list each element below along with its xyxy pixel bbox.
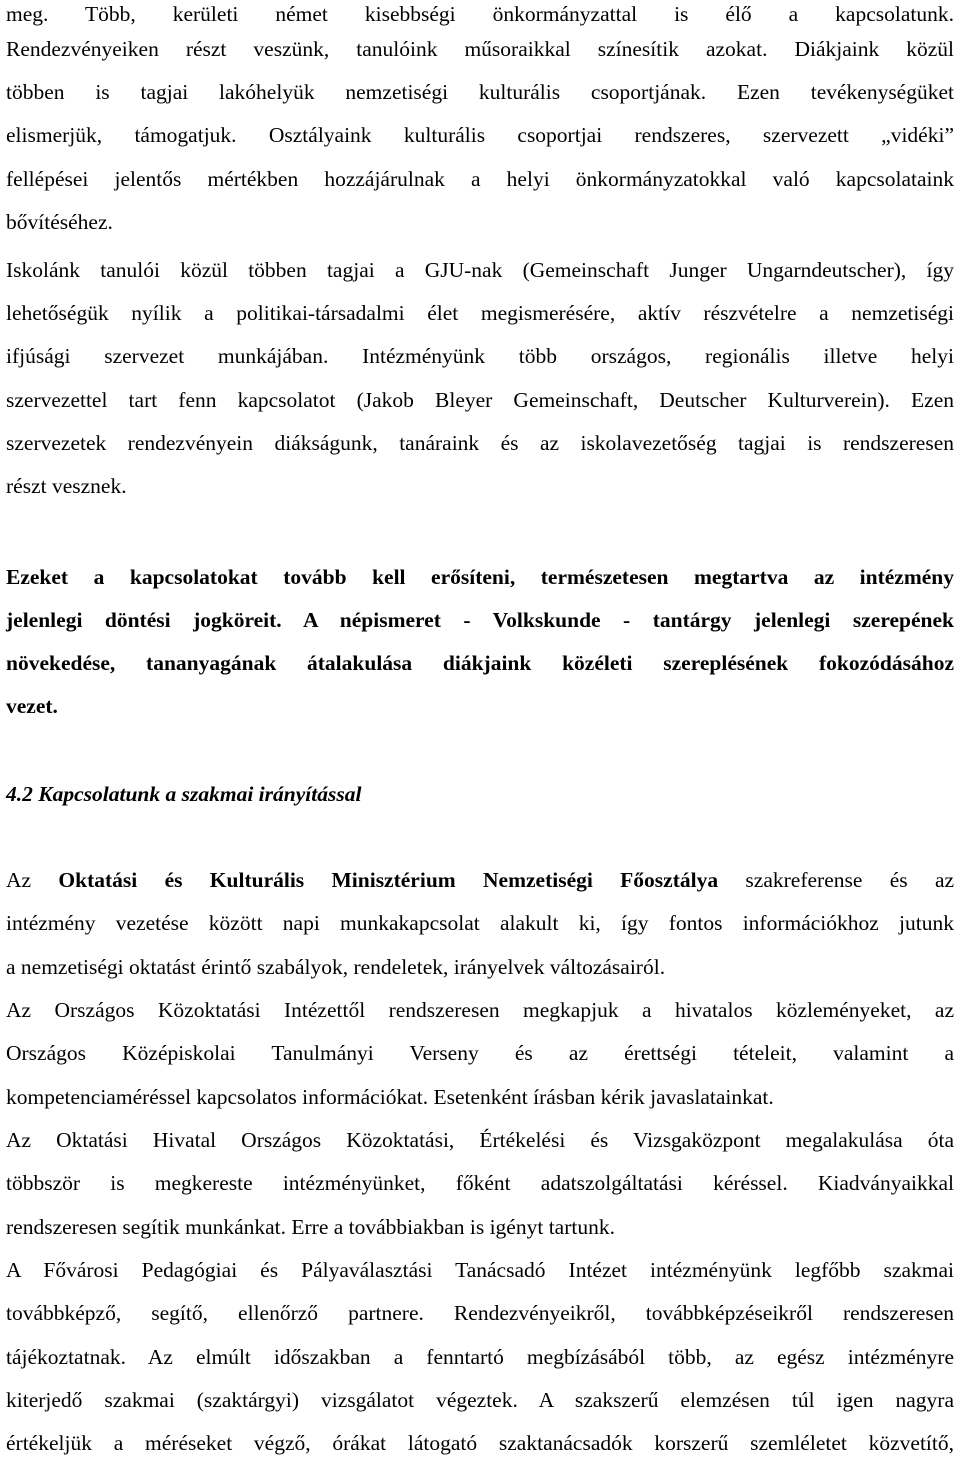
text-line: továbbképző, segítő, ellenőrző partnere. Rendezvényeikről, továbbképzéseikről rendszeresen bbox=[6, 1301, 954, 1325]
text-line: a nemzetiségi oktatást érintő szabályok, rendeletek, irányelvek változásairól. bbox=[6, 955, 666, 979]
text-line: elismerjük, támogatjuk. Osztályaink kulturális csoportjai rendszeres, szervezett „vidéki” bbox=[6, 123, 954, 147]
bold-text-line: vezet. bbox=[6, 694, 58, 718]
text-line: bővítéséhez. bbox=[6, 210, 113, 234]
text-line: szervezetek rendezvényein diákságunk, tanáraink és az iskolavezetőség tagjai is rendszeresen bbox=[6, 431, 954, 455]
text-line bbox=[6, 866, 954, 894]
text-line: kompetenciaméréssel kapcsolatos információkat. Esetenként írásban kérik javaslatainkat. bbox=[6, 1085, 774, 1109]
text-line: többször is megkereste intézményünket, főként adatszolgáltatási kéréssel. Kiadványaikkal bbox=[6, 1171, 954, 1195]
text-line: tájékoztatnak. Az elmúlt időszakban a fenntartó megbízásából több, az egész intézményre bbox=[6, 1345, 954, 1369]
text-line: értékeljük a méréseket végző, órákat látogató szaktanácsadók korszerű szemléletet közvetítő, bbox=[6, 1431, 954, 1455]
text-line: ifjúsági szervezet munkájában. Intézményünk több országos, regionális illetve helyi bbox=[6, 344, 954, 368]
section-heading: 4.2 Kapcsolatunk a szakmai irányítással bbox=[6, 782, 362, 806]
text-line: lehetőségük nyílik a politikai-társadalmi élet megismerésére, aktív részvételre a nemzetiségi bbox=[6, 301, 954, 325]
text-line: többen is tagjai lakóhelyük nemzetiségi kulturális csoportjának. Ezen tevékenységüket bbox=[6, 80, 954, 104]
text-line: A Fővárosi Pedagógiai és Pályaválasztási Tanácsadó Intézet intézményünk legfőbb szakmai bbox=[6, 1258, 954, 1282]
text-line: szervezettel tart fenn kapcsolatot (Jakob Bleyer Gemeinschaft, Deutscher Kulturverein). Ezen bbox=[6, 388, 954, 412]
bold-text-line: növekedése, tananyagának átalakulása diákjaink közéleti szereplésének fokozódásához bbox=[6, 651, 954, 675]
bold-text-line: jelenlegi döntési jogköreit. A népismeret - Volkskunde - tantárgy jelenlegi szerepének bbox=[6, 608, 954, 632]
text-line: fellépései jelentős mértékben hozzájárulnak a helyi önkormányzatokkal való kapcsolataink bbox=[6, 167, 954, 191]
text-line: részt vesznek. bbox=[6, 474, 127, 498]
text-line: Az Oktatási Hivatal Országos Közoktatási, Értékelési és Vizsgaközpont megalakulása óta bbox=[6, 1128, 954, 1152]
text-line: Iskolánk tanulói közül többen tagjai a GJU-nak (Gemeinschaft Junger Ungarndeutscher), így bbox=[6, 258, 954, 282]
text-line: kiterjedő szakmai (szaktárgyi) vizsgálatot végeztek. A szakszerű elemzésen túl igen nagyra bbox=[6, 1388, 954, 1412]
ministry-name: Oktatási és Kulturális Minisztérium Nemzetiségi Főosztálya bbox=[58, 868, 719, 892]
text-line: Az Országos Közoktatási Intézettől rendszeresen megkapjuk a hivatalos közleményeket, az bbox=[6, 998, 954, 1022]
text-line: Rendezvényeiken részt veszünk, tanulóink műsoraikkal színesítik azokat. Diákjaink közül bbox=[6, 37, 954, 61]
text-line: intézmény vezetése között napi munkakapcsolat alakult ki, így fontos információkhoz jutunk bbox=[6, 911, 954, 935]
text-line: Országos Középiskolai Tanulmányi Verseny és az érettségi tételeit, valamint a bbox=[6, 1041, 954, 1065]
bold-text-line: Ezeket a kapcsolatokat tovább kell erősíteni, természetesen megtartva az intézmény bbox=[6, 565, 954, 589]
ministry-prefix: Az bbox=[6, 868, 32, 892]
ministry-suffix: szakreferense és az bbox=[745, 868, 955, 892]
text-line: meg. Több, kerületi német kisebbségi önkormányzattal is élő a kapcsolatunk. bbox=[6, 2, 954, 26]
text-line: rendszeresen segítik munkánkat. Erre a továbbiakban is igényt tartunk. bbox=[6, 1215, 615, 1239]
